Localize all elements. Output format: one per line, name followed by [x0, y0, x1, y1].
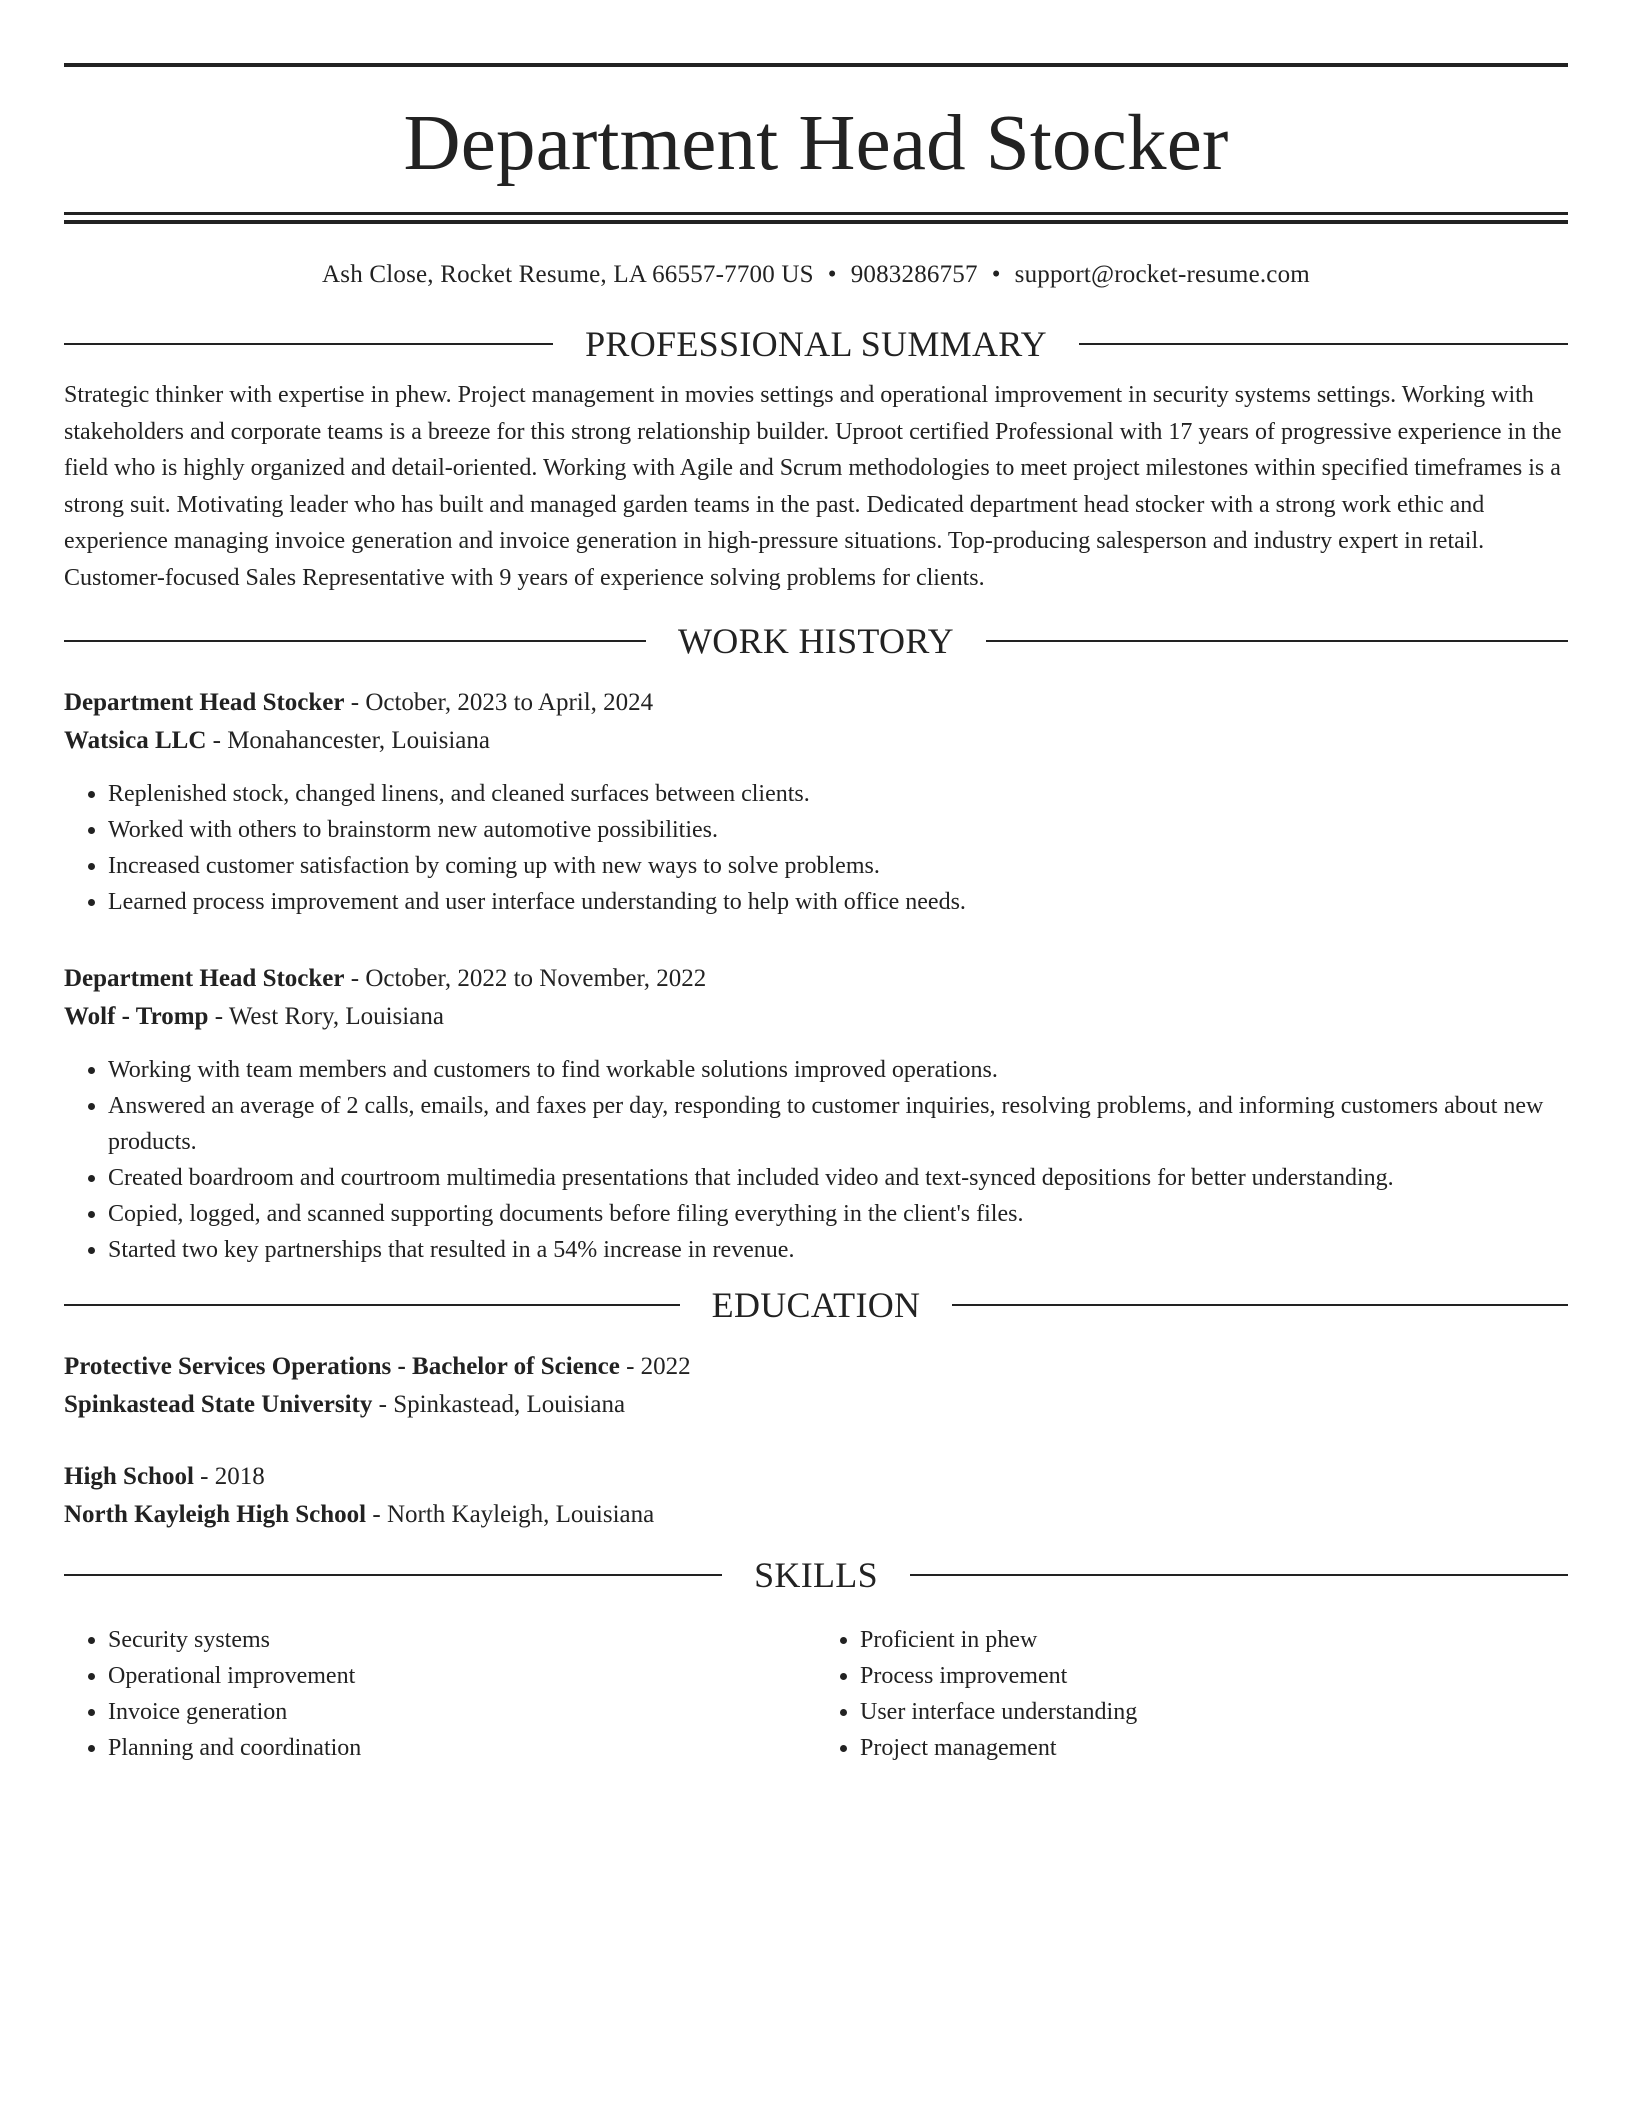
education-degree: Protective Services Operations - Bachelor of Science	[64, 1353, 620, 1380]
section-heading-summary	[64, 323, 1568, 365]
heading-rule-left	[64, 343, 553, 345]
heading-rule-right	[986, 640, 1568, 642]
skill-item: • Project management	[860, 1730, 1568, 1766]
education-school-line	[64, 1386, 1568, 1424]
job-bullet: • Answered an average of 2 calls, emails, and faxes per day, responding to customer inquiries, resolving problems, and informing customers about new products.	[108, 1088, 1568, 1160]
heading-rule-left	[64, 1304, 680, 1306]
job-company-line	[64, 722, 1568, 760]
contact-separator: •	[991, 261, 1001, 288]
education-school: Spinkastead State University	[64, 1391, 373, 1418]
heading-rule-left	[64, 1574, 722, 1576]
section-heading-skills	[64, 1554, 1568, 1596]
education-degree: High School	[64, 1463, 194, 1490]
job-entry	[64, 960, 1568, 1268]
education-year: - 2018	[193, 1463, 265, 1490]
summary-text: Strategic thinker with expertise in phew. Project management in movies settings and operational improvement in security systems settings. Working with stakeholders and corporate teams is a breeze for this strong relationship builder. Uproot certified Professional with 17 years of progressive experience in the field who is highly organized and detail-oriented. Working with Agile and Scrum methodologies to meet project milestones within specified timeframes is a strong suit. Motivating leader who has built and managed garden teams in the past. Dedicated department head stocker with a strong work ethic and experience managing invoice generation and invoice generation in high-pressure situations. Top-producing salesperson and industry expert in retail. Customer-focused Sales Representative with 9 years of experience solving problems for clients.	[64, 382, 1562, 591]
job-title-line	[64, 684, 1568, 722]
job-bullet: • Replenished stock, changed linens, and cleaned surfaces between clients.	[108, 776, 1568, 812]
contact-line	[64, 259, 1568, 291]
job-bullet: • Working with team members and customers to find workable solutions improved operations.	[108, 1052, 1568, 1088]
skill-item: • Process improvement	[860, 1658, 1568, 1694]
section-title: EDUCATION	[711, 1285, 921, 1325]
education-degree-line	[64, 1348, 1568, 1386]
section-heading-education	[64, 1284, 1568, 1326]
section-title: PROFESSIONAL SUMMARY	[585, 324, 1047, 364]
education-entry	[64, 1458, 1568, 1534]
header-double-rule	[64, 212, 1568, 224]
contact-address: Ash Close, Rocket Resume, LA 66557-7700 US	[322, 261, 814, 288]
job-company-line	[64, 998, 1568, 1036]
job-bullet: • Worked with others to brainstorm new automotive possibilities.	[108, 812, 1568, 848]
education-location: - Spinkastead, Louisiana	[372, 1391, 626, 1418]
education-year: - 2022	[619, 1353, 691, 1380]
heading-rule-left	[64, 640, 646, 642]
skills-list-right	[816, 1622, 1568, 1766]
job-bullet: • Started two key partnerships that resulted in a 54% increase in revenue.	[108, 1232, 1568, 1268]
job-dates: - October, 2023 to April, 2024	[344, 689, 654, 716]
job-bullet: • Copied, logged, and scanned supporting documents before filing everything in the client's files.	[108, 1196, 1568, 1232]
education-location: - North Kayleigh, Louisiana	[366, 1501, 655, 1528]
job-title: Department Head Stocker	[64, 689, 345, 716]
job-bullet: • Learned process improvement and user interface understanding to help with office needs.	[108, 884, 1568, 920]
education-degree-line	[64, 1458, 1568, 1496]
heading-rule-right	[910, 1574, 1568, 1576]
skill-item: • User interface understanding	[860, 1694, 1568, 1730]
contact-phone: 9083286757	[850, 261, 978, 288]
skills-columns	[64, 1622, 1568, 1766]
contact-email[interactable]: support@rocket-resume.com	[1014, 261, 1310, 288]
education-school: North Kayleigh High School	[64, 1501, 367, 1528]
job-dates: - October, 2022 to November, 2022	[344, 965, 707, 992]
job-bullet: • Created boardroom and courtroom multimedia presentations that included video and text-synced depositions for better understanding.	[108, 1160, 1568, 1196]
skill-item: • Security systems	[108, 1622, 816, 1658]
job-company: Watsica LLC	[64, 727, 207, 754]
section-title: SKILLS	[754, 1555, 878, 1595]
header-top-rule	[64, 63, 1568, 67]
resume-title: Department Head Stocker	[403, 100, 1229, 187]
section-heading-work-history	[64, 620, 1568, 662]
job-location: - West Rory, Louisiana	[208, 1003, 444, 1030]
job-location: - Monahancester, Louisiana	[206, 727, 490, 754]
heading-rule-right	[1079, 343, 1568, 345]
job-entry	[64, 684, 1568, 920]
section-title: WORK HISTORY	[678, 621, 954, 661]
skill-item: • Planning and coordination	[108, 1730, 816, 1766]
job-title-line	[64, 960, 1568, 998]
skill-item: • Operational improvement	[108, 1658, 816, 1694]
job-bullets	[64, 776, 1568, 920]
education-entry	[64, 1348, 1568, 1424]
contact-separator: •	[827, 261, 837, 288]
education-school-line	[64, 1496, 1568, 1534]
job-company: Wolf - Tromp	[64, 1003, 209, 1030]
skill-item: • Invoice generation	[108, 1694, 816, 1730]
heading-rule-right	[952, 1304, 1568, 1306]
job-bullet: • Increased customer satisfaction by coming up with new ways to solve problems.	[108, 848, 1568, 884]
job-bullets	[64, 1052, 1568, 1268]
job-title: Department Head Stocker	[64, 965, 345, 992]
skills-list-left	[64, 1622, 816, 1766]
skill-item: • Proficient in phew	[860, 1622, 1568, 1658]
